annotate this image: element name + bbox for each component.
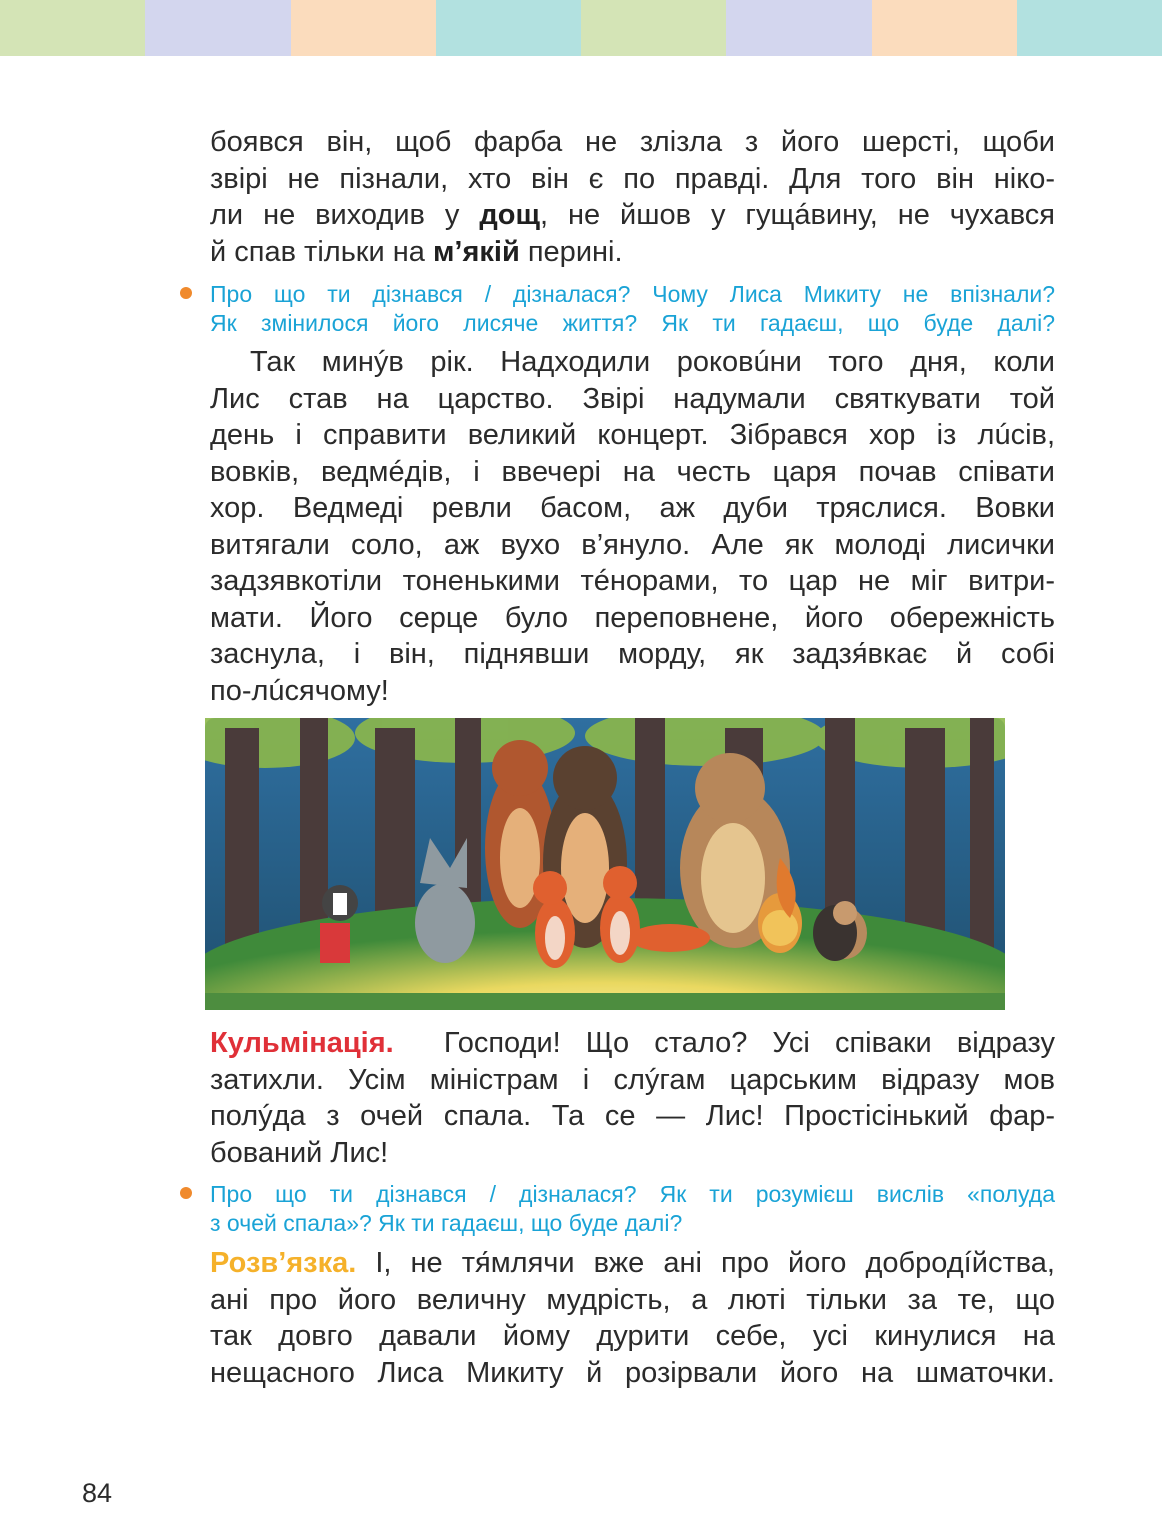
text-line: боявся він, щоб фарба не злізла з його шерсті, щоби: [210, 126, 1055, 158]
header-color-band: [0, 0, 1162, 56]
text-line: заснула, і він, піднявши морду, як задзя́вкає й собі: [210, 638, 1055, 670]
bold-word-soft: м’якій: [432, 235, 520, 268]
paragraph-3: [210, 1025, 1055, 1171]
text-line: бований Лис!: [210, 1136, 389, 1169]
question-2: [210, 1180, 1055, 1238]
text-line: день і справити великий концерт. Зібрався хор із лúсів,: [210, 419, 1055, 451]
bold-word-rain: дощ: [479, 199, 540, 231]
text-line: полýда з очей спала. Та се — Лис! Простісінький фар-: [210, 1100, 1055, 1132]
band-segment: [581, 0, 726, 56]
band-segment: [1017, 0, 1162, 56]
text-line: [210, 197, 1055, 234]
page-number: 84: [82, 1478, 113, 1508]
text-line: [210, 1245, 1055, 1282]
band-segment: [0, 0, 145, 56]
text-line: так довго давали йому дурити себе, усі кинулися на: [210, 1320, 1055, 1352]
band-segment: [726, 0, 871, 56]
bullet-icon: [180, 287, 192, 299]
band-segment: [872, 0, 1017, 56]
question-1: [210, 280, 1055, 338]
text-line: затихли. Усім міністрам і слýгам царським відразу мов: [210, 1063, 1055, 1096]
text-fragment: , не йшов у гущáвину, не чухався: [539, 199, 1055, 231]
text-line: ані про його величну мудрість, а люті тільки за те, що: [210, 1283, 1055, 1316]
text-line: Лис став на царство. Звірі надумали святкувати той: [210, 382, 1055, 415]
paragraph-1: [210, 124, 1055, 270]
text-line: витягали соло, аж вухо в’януло. Але як молоді лисички: [210, 528, 1055, 561]
text-line: Так минýв рік. Надходили роковúни того дня, коли: [250, 346, 1055, 378]
paragraph-4: [210, 1245, 1055, 1391]
band-segment: [145, 0, 290, 56]
text-line: [210, 1025, 1055, 1062]
text-line: нещасного Лиса Микиту й розірвали його на шматочки.: [210, 1356, 1055, 1389]
question-line: Про що ти дізнався / дізналася? Як ти розумієш вислів «полуда: [210, 1181, 1055, 1207]
question-line: з очей спала»? Як ти гадаєш, що буде далі?: [210, 1210, 683, 1236]
text-fragment: І, не тя́млячи вже ані про його добродíйства,: [356, 1247, 1055, 1279]
text-line: вовків, ведмéдів, і ввечері на честь царя почав співати: [210, 455, 1055, 488]
text-line: звірі не пізнали, хто він є по правді. Для того він ніко-: [210, 162, 1055, 195]
climax-label: Кульмінація.: [210, 1027, 394, 1059]
text-line: хор. Ведмеді ревли басом, аж дуби тряслися. Вовки: [210, 492, 1055, 524]
text-line: по-лúсячому!: [210, 674, 389, 707]
text-fragment: ли не виходив у: [210, 199, 480, 231]
question-line: Як змінилося його лисяче життя? Як ти гадаєш, що буде далі?: [210, 310, 1055, 336]
text-fragment: й спав тільки на: [210, 235, 433, 268]
bullet-icon: [180, 1187, 192, 1199]
text-fragment: перині.: [519, 235, 623, 268]
resolution-label: Розв’язка.: [210, 1247, 357, 1279]
forest-concert-illustration: [205, 718, 1005, 1010]
text-fragment: Господи! Що стало? Усі співаки відразу: [393, 1027, 1055, 1059]
text-line: мати. Його серце було переповнене, його обережність: [210, 601, 1055, 634]
band-segment: [436, 0, 581, 56]
text-line: задзявкотіли тоненькими тéнорами, то цар не міг витри-: [210, 565, 1055, 597]
band-segment: [291, 0, 436, 56]
question-line: Про що ти дізнався / дізналася? Чому Лиса Микиту не впізнали?: [210, 281, 1055, 307]
paragraph-2: [210, 344, 1055, 709]
text-line: [210, 234, 1055, 271]
